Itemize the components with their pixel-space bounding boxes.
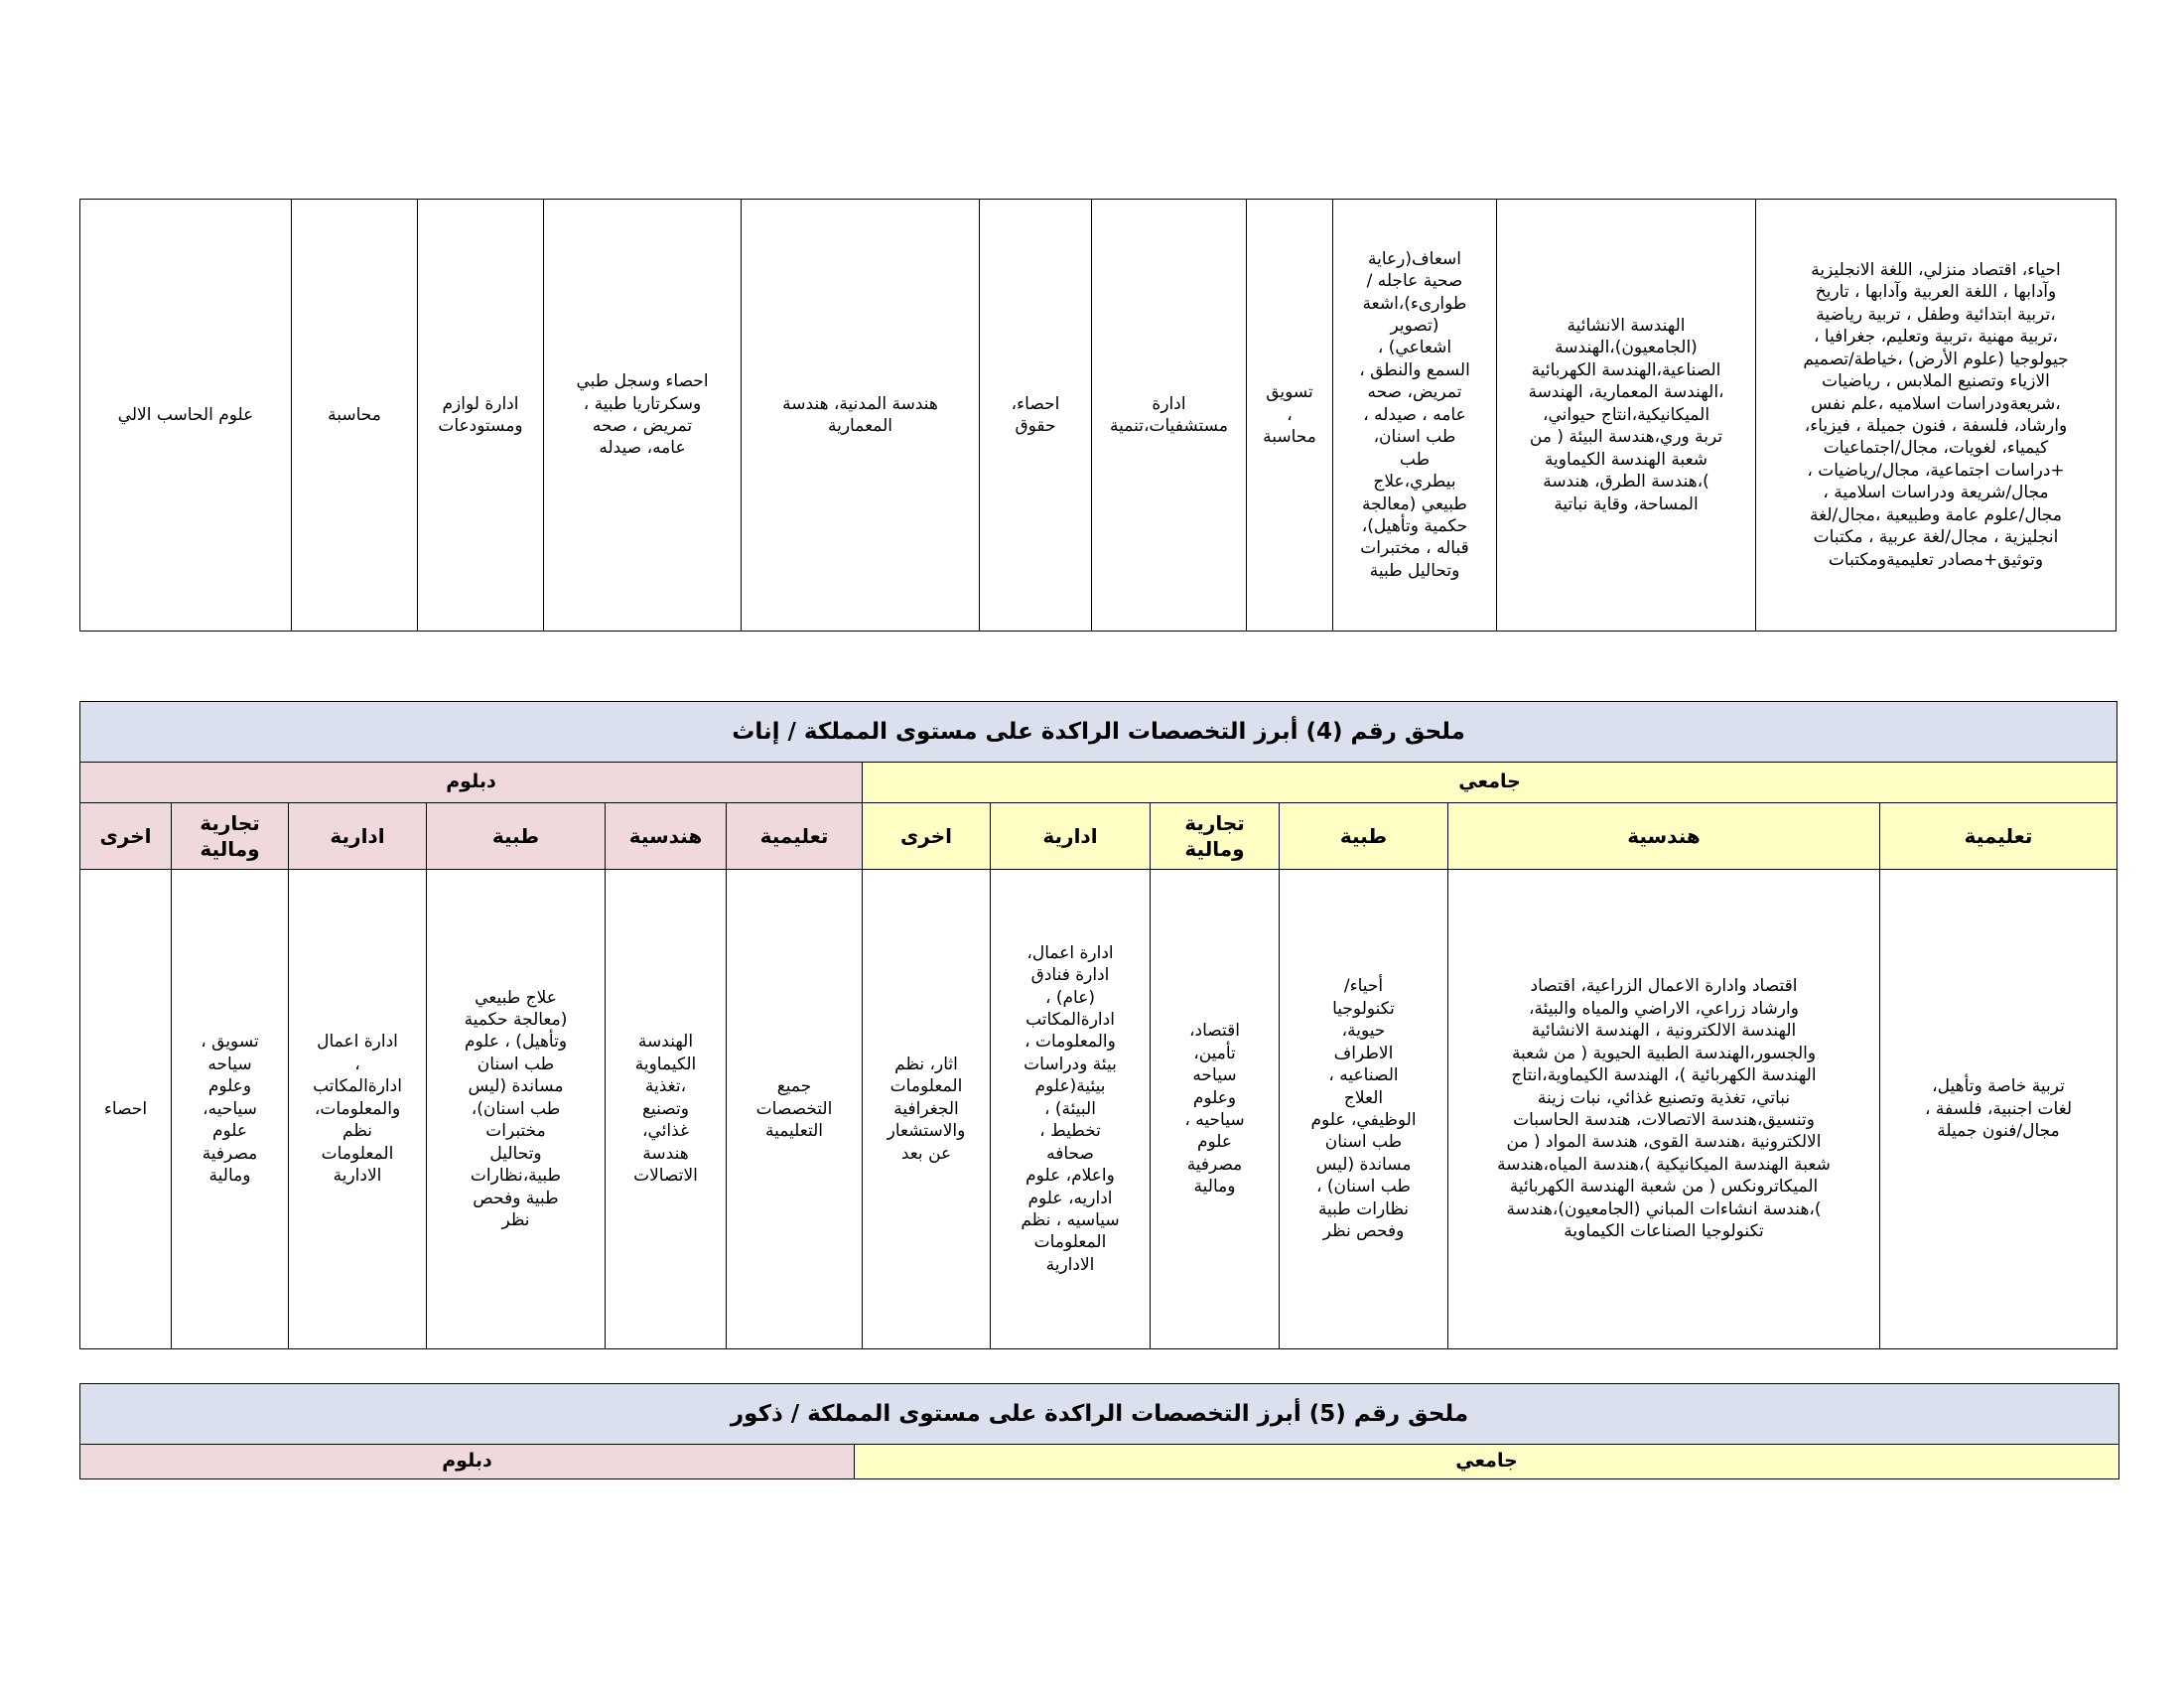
diploma-group-header: دبلوم [80,763,863,803]
top-continuation-table [79,199,2116,632]
annex4-table [79,701,2117,1349]
annex5-title-row [80,1384,2119,1445]
table-cell: اسعاف(رعاية صحية عاجله / طوارىء)،اشعة (تصوير اشعاعي) ، السمع والنطق ، تمريض، صحه عامه ، صيدله ، طب اسنان، طب بيطري،علاج طبيعي (معالجة حكمية وتأهيل)، قباله ، مختبرات وتحاليل طبية [1333,200,1497,632]
table-cell: هندسة المدنية، هندسة المعمارية [742,200,980,632]
column-header: طبية [427,803,606,870]
table-cell: الهندسة الكيماوية ،تغذية وتصنيع غذائي، هندسة الاتصالات [606,870,727,1349]
table-cell: احصاء [80,870,172,1349]
table-cell: اقتصاد وادارة الاعمال الزراعية، اقتصاد وارشاد زراعي، الاراضي والمياه والبيئة، الهندسة الالكترونية ، الهندسة الانشائية والجسور،الهندسة الطبية الحيوية ( من شعبة الهندسة الكهربائية )، الهندسة الكيماوية،انتاج نباتي، تغذية وتصنيع غذائي، نبات زينة وتنسيق،هندسة الاتصالات، هندسة الحاسبات الالكترونية ،هندسة القوى، هندسة المواد ( من شعبة الهندسة الميكانيكية )،هندسة المياه،هندسة الميكاترونكس ( من شعبة الهندسة الكهربائية )،هندسة انشاءات المباني (الجامعيون)،هندسة تكنولوجيا الصناعات الكيماوية [1448,870,1880,1349]
table-cell: احياء، اقتصاد منزلي، اللغة الانجليزية وآدابها ، اللغة العربية وآدابها ، تاريخ ،تربية ابتدائية وطفل ، تربية رياضية ،تربية مهنية ،تربية وتعليم، جغرافيا ، جيولوجيا (علوم الأرض) ،خياطة/تصميم الازياء وتصنيع الملابس ، رياضيات ،شريعةودراسات اسلاميه ،علم نفس وارشاد، فلسفة ، فنون جميلة ، فيزياء، كيمياء، لغويات، مجال/اجتماعيات +دراسات اجتماعية، مجال/رياضيات ، مجال/شريعة ودراسات اسلامية ، مجال/علوم عامة وطبيعية ،مجال/لغة انجليزية ، مجال/لغة عربية ، مكتبات وتوثيق+مصادر تعليميةومكتبات [1756,200,2116,632]
table-cell: علاج طبيعي (معالجة حكمية وتأهيل) ، علوم طب اسنان مساندة (ليس طب اسنان)، مختبرات وتحاليل طبية،نظارات طبية وفحص نظر [427,870,606,1349]
annex4-header-row [80,803,2117,870]
annex4-group-row [80,763,2117,803]
column-header: تعليمية [1880,803,2117,870]
table-cell: جميع التخصصات التعليمية [727,870,863,1349]
table-cell: محاسبة [292,200,418,632]
column-header: ادارية [991,803,1151,870]
annex5-table [79,1383,2119,1479]
annex5-title: ملحق رقم (5) أبرز التخصصات الراكدة على مستوى المملكة / ذكور [80,1384,2119,1445]
column-header: اخرى [80,803,172,870]
column-header: ادارية [289,803,427,870]
table-cell: ادارة مستشفيات،تنمية [1092,200,1247,632]
table-cell: ادارة اعمال، ادارة فنادق (عام) ، ادارةالمكاتب والمعلومات ، بيئة ودراسات بيئية(علوم البيئة) ، تخطيط ، صحافه واعلام، علوم اداريه، علوم سياسيه ، نظم المعلومات الادارية [991,870,1151,1349]
column-header: هندسية [1448,803,1880,870]
annex5-group-row [80,1445,2119,1479]
table-cell: ادارة اعمال ، ادارةالمكاتب والمعلومات، نظم المعلومات الادارية [289,870,427,1349]
table-cell: تربية خاصة وتأهيل، لغات اجنبية، فلسفة ، مجال/فنون جميلة [1880,870,2117,1349]
column-header: تجارية ومالية [1151,803,1280,870]
table-cell: اثار، نظم المعلومات الجغرافية والاستشعار عن بعد [863,870,991,1349]
table-row [80,870,2117,1349]
annex4-title: ملحق رقم (4) أبرز التخصصات الراكدة على مستوى المملكة / إناث [80,702,2117,763]
table-cell: اقتصاد، تأمين، سياحه وعلوم سياحيه ، علوم مصرفية ومالية [1151,870,1280,1349]
university-group-header: جامعي [863,763,2117,803]
table-row [80,200,2116,632]
table-cell: تسويق ، محاسبة [1247,200,1333,632]
column-header: تعليمية [727,803,863,870]
table-cell: تسويق ، سياحه وعلوم سياحيه، علوم مصرفية ومالية [172,870,289,1349]
table-cell: ادارة لوازم ومستودعات [418,200,544,632]
table-cell: احصاء، حقوق [980,200,1092,632]
column-header: هندسية [606,803,727,870]
annex4-title-row [80,702,2117,763]
table-cell: احصاء وسجل طبي وسكرتاريا طبية ، تمريض ، صحه عامه، صيدله [544,200,742,632]
table-cell: أحياء/ تكنولوجيا حيوية، الاطراف الصناعيه ، العلاج الوظيفي، علوم طب اسنان مساندة (ليس طب اسنان) ، نظارات طبية وفحص نظر [1280,870,1448,1349]
diploma-group-header: دبلوم [80,1445,855,1479]
university-group-header: جامعي [855,1445,2119,1479]
table-cell: الهندسة الانشائية (الجامعيون)،الهندسة الصناعية،الهندسة الكهربائية ،الهندسة المعمارية، الهندسة الميكانيكية،انتاج حيواني، تربة وري،هندسة البيئة ( من شعبة الهندسة الكيماوية )،هندسة الطرق، هندسة المساحة، وقاية نباتية [1497,200,1756,632]
column-header: تجارية ومالية [172,803,289,870]
column-header: اخرى [863,803,991,870]
table-cell: علوم الحاسب الالي [80,200,292,632]
column-header: طبية [1280,803,1448,870]
